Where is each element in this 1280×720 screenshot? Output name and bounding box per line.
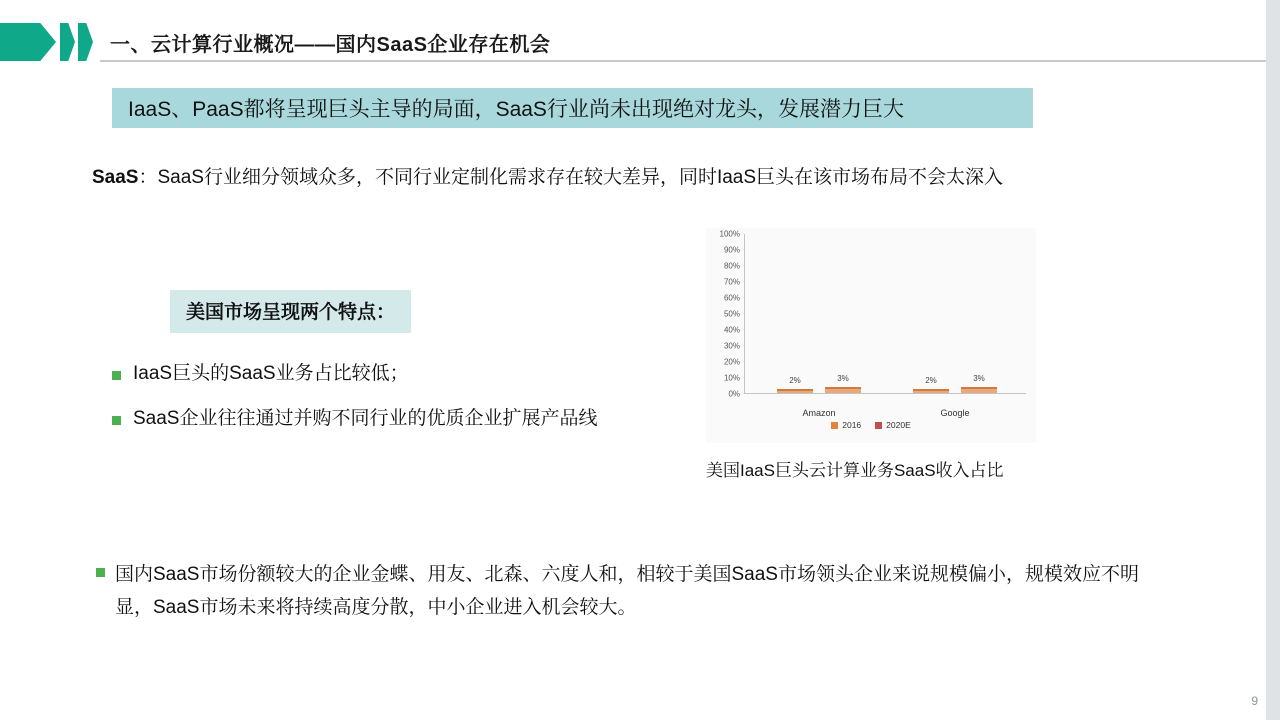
y-tick-label: 0%: [728, 389, 740, 399]
saas-description-line: [92, 162, 1003, 189]
bar-amazon-2020e: [825, 387, 861, 393]
legend-swatch-icon: [831, 422, 838, 429]
header-arrow-group: [0, 23, 96, 61]
square-bullet-icon: [96, 568, 105, 577]
page-title: 一、云计算行业概况——国内SaaS企业存在机会: [110, 33, 551, 56]
bar-google-2016: [913, 389, 949, 393]
conclusion-bullet: [96, 558, 1156, 625]
chart-legend: [706, 420, 1036, 430]
bar-amazon-2016: [777, 389, 813, 393]
chevron-right-icon: [60, 23, 75, 61]
bar-value-label: 2%: [789, 376, 801, 385]
saas-revenue-share-chart: [706, 228, 1036, 443]
y-tick-label: 60%: [723, 293, 740, 303]
key-message-banner: IaaS、PaaS都将呈现巨头主导的局面，SaaS行业尚未出现绝对龙头，发展潜力巨大: [112, 88, 1033, 128]
list-item: [112, 407, 672, 432]
list-item-label: IaaS巨头的SaaS业务占比较低；: [133, 363, 409, 384]
us-market-highlight: 美国市场呈现两个特点：: [170, 290, 411, 333]
slide-header: [0, 22, 1280, 62]
list-item-label: SaaS企业往往通过并购不同行业的优质企业扩展产品线: [133, 407, 598, 429]
header-divider: [100, 60, 1280, 62]
chevron-right-icon-2: [78, 23, 93, 61]
bar-value-label: 3%: [973, 374, 985, 383]
arrow-block-icon: [0, 23, 56, 61]
x-tick-label-amazon: Amazon: [802, 408, 836, 418]
y-tick-label: 30%: [723, 341, 740, 351]
legend-swatch-icon: [875, 422, 882, 429]
y-tick-label: 10%: [723, 373, 740, 383]
right-edge-bar: [1266, 0, 1280, 720]
chart-plot-area: [744, 234, 1026, 418]
bar-value-label: 2%: [925, 376, 937, 385]
y-tick-label: 20%: [723, 357, 740, 367]
saas-label: SaaS: [92, 167, 139, 188]
x-tick-label-google: Google: [940, 408, 970, 418]
feature-bullet-list: [112, 362, 672, 451]
square-bullet-icon: [112, 371, 121, 380]
y-tick-label: 90%: [723, 245, 740, 255]
legend-item-2016: [831, 420, 861, 430]
y-tick-label: 100%: [719, 229, 740, 239]
legend-label: 2020E: [886, 420, 911, 430]
saas-description-text: ：SaaS行业细分领域众多，不同行业定制化需求存在较大差异，同时IaaS巨头在该市场布局不会太深入: [138, 167, 1004, 188]
list-item: [112, 362, 672, 387]
bar-value-label: 3%: [837, 374, 849, 383]
y-tick-label: 50%: [723, 309, 740, 319]
y-tick-label: 40%: [723, 325, 740, 335]
square-bullet-icon: [112, 416, 121, 425]
conclusion-text: 国内SaaS市场份额较大的企业金蝶、用友、北森、六度人和，相较于美国SaaS市场领头企业来说规模偏小，规模效应不明显，SaaS市场未来将持续高度分散，中小企业进入机会较大。: [115, 564, 1139, 619]
bar-google-2020e: [961, 387, 997, 393]
y-tick-label: 80%: [723, 261, 740, 271]
chart-caption: 美国IaaS巨头云计算业务SaaS收入占比: [706, 461, 1004, 480]
chart-y-axis: [706, 228, 742, 399]
y-tick-label: 70%: [723, 277, 740, 287]
legend-item-2020e: [875, 420, 911, 430]
legend-label: 2016: [842, 420, 862, 430]
page-number: 9: [1251, 694, 1258, 708]
